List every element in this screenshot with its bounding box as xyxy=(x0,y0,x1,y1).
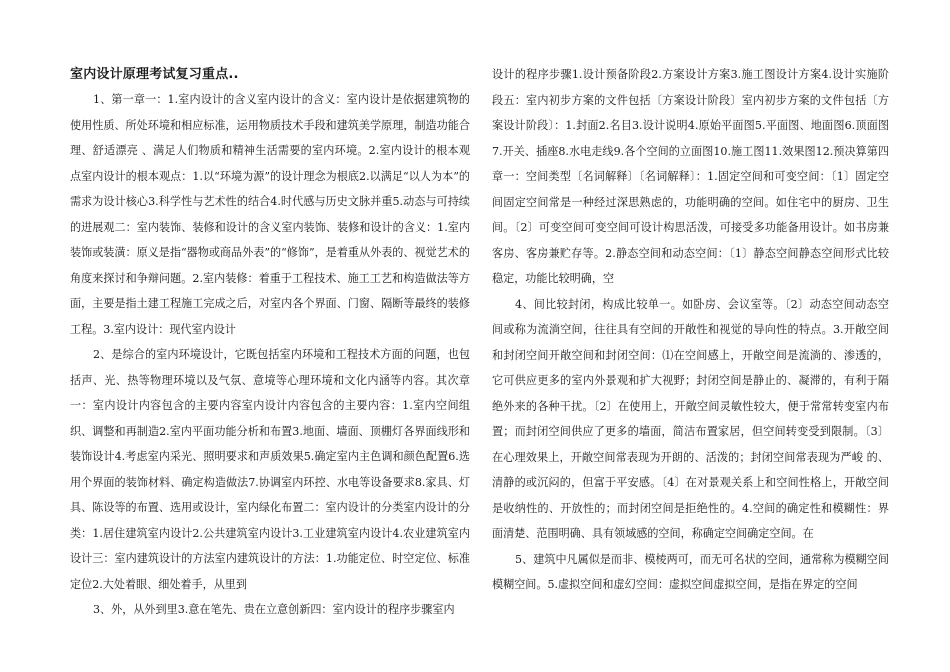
paragraph-continued: 设计的程序步骤1.设计预备阶段2.方案设计方案3.施工图设计方案4.设计实施阶段五：室内初步方案的文件包括〔方案设计阶段〕室内初步方案的文件包括〔方案设计阶段〕：1.封面2.名目3.设计说明4.原始平面图5.平面图、地面图6.顶面图7.开关、插座8.水电走线9.各个空间的立面图10.施工图11.效果图12.预决算第四章一：空间类型〔名词解释〕〔名词解释〕：1.固定空间和可变空间：〔1〕固定空间固定空间常是一种经过深思熟虑的，功能明确的空间。如住宅中的厨房、卫生间。〔2〕可变空间可变空间可设计构思活泼，可接受多功能备用设计。如书房兼客房、客房兼贮存等。2.静态空间和动态空间：〔1〕静态空间静态空间形式比较稳定，功能比较明确，空 xyxy=(492,68,889,285)
document-title: 室内设计原理考试复习重点.. xyxy=(70,67,239,82)
paragraph-4: 4、间比较封闭，构成比较单一。如卧房、会议室等。〔2〕动态空间动态空间或称为流淌空间，往往具有空间的开敞性和视觉的导向性的特点。3.开敞空间和封闭空间开敞空间和封闭空间：⑴在空间感上，开敞空间是流淌的、渗透的，它可供应更多的室内外景观和扩大视野；封闭空间是静止的、凝滞的，有利于隔绝外来的各种干扰。〔2〕在使用上，开敞空间灵敏性较大，便于常常转变室内布置；而封闭空间供应了更多的墙面，简洁布置家居，但空间转变受到限制。〔3〕在心理效果上，开敞空间常表现为开朗的、活泼的；封闭空间常表现为严峻 的、清静的或沉闷的，但富于平安感。〔4〕在对景观关系上和空间性格上，开敞空间是收纳性的、开放性的；而封闭空间是拒绝性的。4.空间的确定性和模糊性：界面清楚、范围明确、具有领域感的空间，称确定空间确定空间。在 xyxy=(492,297,889,540)
right-column xyxy=(492,62,889,598)
paragraph-1: 1、第一章一：1.室内设计的含义室内设计的含义：室内设计是依据建筑物的使用性质、所处环境和相应标准，运用物质技术手段和建筑美学原理，制造功能合理、舒适漂亮 、满足人们物质和精神生活需要的室内环境。2.室内设计的根本观点室内设计的根本观点：1.以“环境为源”的设计理念为根底2.以满足“以人为本”的需求为设计核心3.科学性与艺术性的结合4.时代感与历史文脉并重5.动态与可持续的进展观二：室内装饰、装修和设计的含义室内装饰、装修和设计的含义：1.室内装饰或装潢：原义是指“器物或商品外表”的“修饰”，是着重从外表的、视觉艺术的角度来探讨和争辩问题。2.室内装修：着重于工程技术、施工工艺和构造做法等方面，主要是指土建工程施工完成之后，对室内各个界面、门窗、隔断等最终的装修工程。3.室内设计：现代室内设计 xyxy=(70,93,470,336)
paragraph-2: 2、是综合的室内环境设计，它既包括室内环境和工程技术方面的问题，也包括声、光、热等物理环境以及气氛、意境等心理环境和文化内涵等内容。其次章一：室内设计内容包含的主要内容室内设计内容包含的主要内容：1.室内空间组织、调整和再制造2.室内平面功能分析和布置3.地面、墙面、顶棚灯各界面线形和装饰设计4.考虑室内采光、照明要求和声质效果5.确定室内主色调和颜色配置6.选用个界面的装饰材料、确定构造做法7.协调室内环控、水电等设备要求8.家具、灯具、陈设等的布置、选用或设计，室内绿化布置二：室内设计的分类室内设计的分类：1.居住建筑室内设计2.公共建筑室内设计3.工业建筑室内设计4.农业建筑室内设计三：室内建筑设计的方法室内建筑设计的方法：1.功能定位、时空定位、标准定位2.大处着眼、细处着手，从里到 xyxy=(70,348,470,591)
left-column xyxy=(70,62,470,623)
paragraph-3: 3、外，从外到里3.意在笔先、贵在立意创新四：室内设计的程序步骤室内 xyxy=(93,603,455,616)
paragraph-5: 5、建筑中凡属似是而非、模棱两可，而无可名状的空间，通常称为模糊空间模糊空间。5.虚拟空间和虚幻空间：虚拟空间虚拟空间，是指在界定的空间 xyxy=(492,552,889,591)
